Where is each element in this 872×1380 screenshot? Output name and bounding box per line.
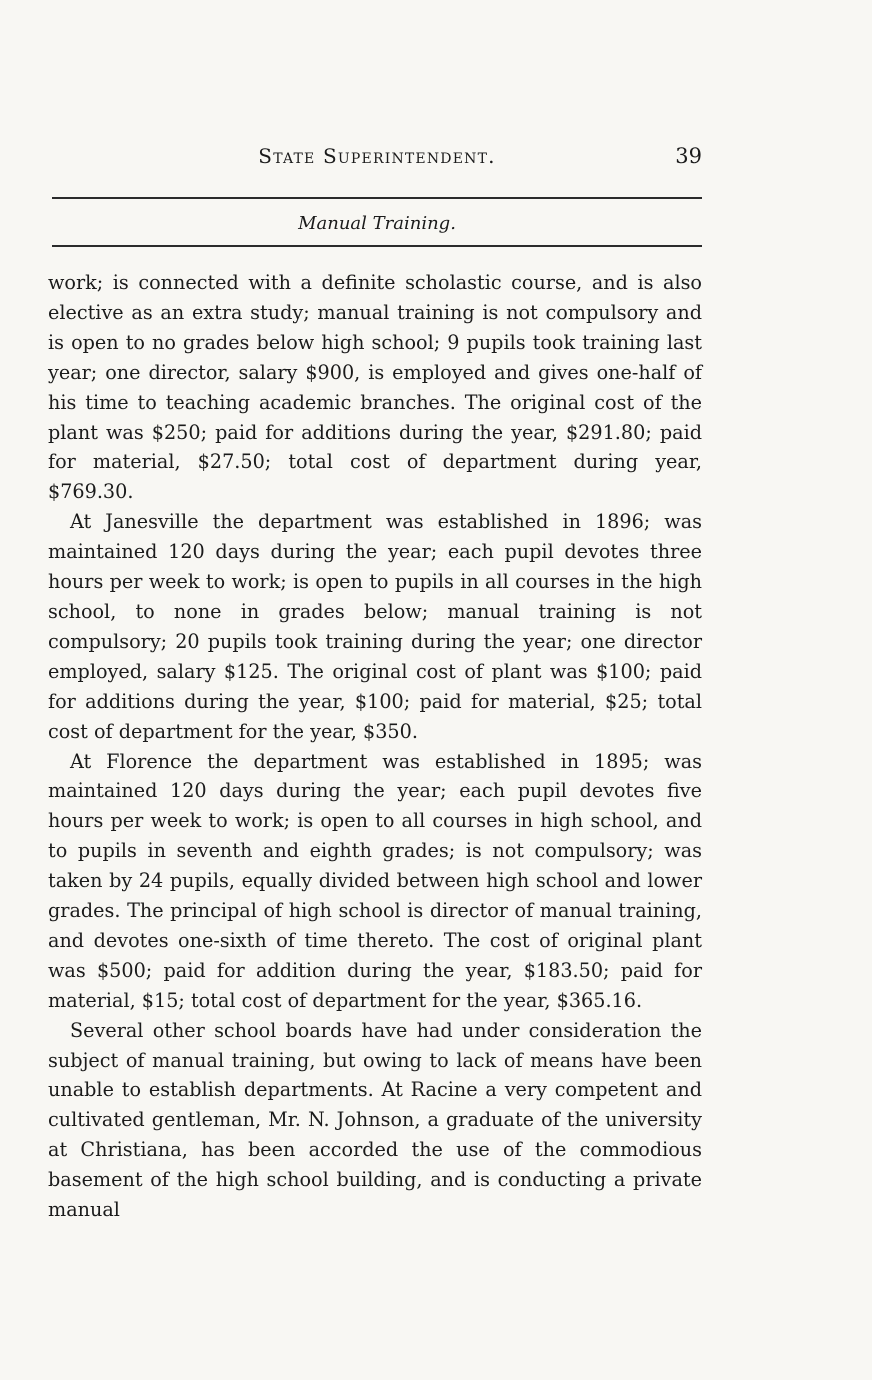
paragraph-continued: work; is connected with a definite scholastic course, and is also elective as an extra study; manual training is not compulsory and is open to no grades below high school; 9 pupils took training last year; one director, salary $900, is employed and gives one-half of his time to teaching academic branches. The original cost of the plant was $250; paid for additions during the year, $291.80; paid for material, $27.50; total cost of department during year, $769.30. <box>48 271 702 504</box>
paragraph-janesville: At Janesville the department was established in 1896; was maintained 120 days during the year; each pupil devotes three hours per week to work; is open to pupils in all courses in the high school, to none in grades below; manual training is not compulsory; 20 pupils took training during the year; one director employed, salary $125. The original cost of plant was $100; paid for additions during the year, $100; paid for material, $25; total cost of department for the year, $350. <box>48 510 702 743</box>
running-head <box>52 141 702 171</box>
header-rule-bottom <box>52 245 702 247</box>
page-number: 39 <box>675 144 702 168</box>
running-title: State Superintendent. <box>258 144 496 168</box>
section-title: Manual Training. <box>298 213 456 234</box>
header-rule-top <box>52 197 702 199</box>
paragraph-florence: At Florence the department was established in 1895; was maintained 120 days during the year; each pupil devotes five hours per week to work; is open to all courses in high school, and to pupils in seventh and eighth grades; is not compulsory; was taken by 24 pupils, equally divided between high school and lower grades. The principal of high school is director of manual training, and devotes one-sixth of time thereto. The cost of original plant was $500; paid for addition during the year, $183.50; paid for material, $15; total cost of department for the year, $365.16. <box>48 749 702 1012</box>
body-text <box>48 268 702 1225</box>
paragraph-racine: Several other school boards have had under consideration the subject of manual training, but owing to lack of means have been unable to establish departments. At Racine a very competent and cultivated gentleman, Mr. N. Johnson, a graduate of the university at Christiana, has been accorded the use of the commodious basement of the high school building, and is conducting a private manual <box>48 1018 702 1222</box>
